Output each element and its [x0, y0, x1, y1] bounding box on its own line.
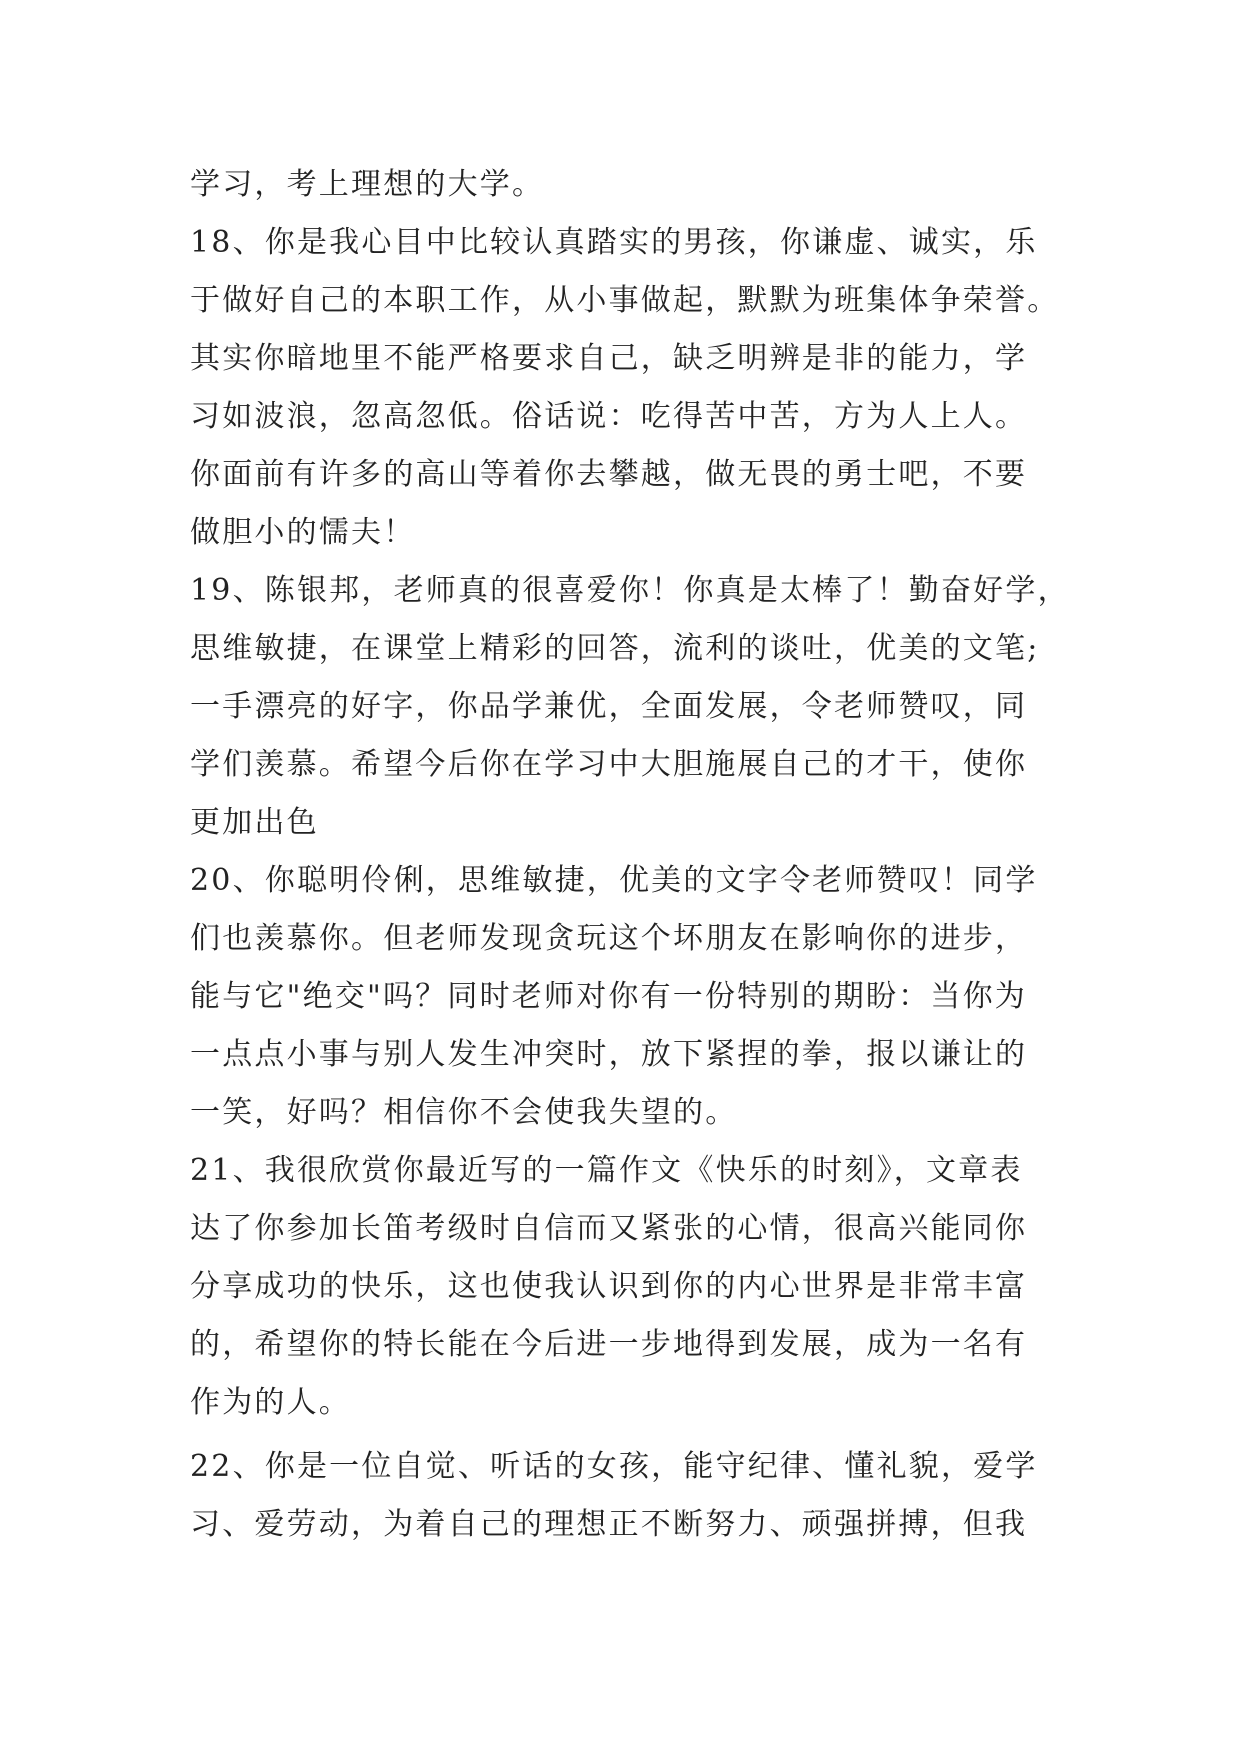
text-line: 作为的人。: [190, 1385, 351, 1420]
text-line: 习如波浪，忽高忽低。俗话说：吃得苦中苦，方为人上人。: [190, 399, 1028, 434]
text-line: 21、我很欣赏你最近写的一篇作文《快乐的时刻》，文章表: [190, 1153, 1023, 1188]
text-line: 学们羡慕。希望今后你在学习中大胆施展自己的才干，使你: [190, 747, 1028, 782]
text-line: 22、你是一位自觉、听话的女孩，能守纪律、懂礼貌，爱学: [190, 1449, 1038, 1484]
text-line: 20、你聪明伶俐，思维敏捷，优美的文字令老师赞叹！同学: [190, 863, 1038, 898]
text-line: 一手漂亮的好字，你品学兼优，全面发展，令老师赞叹，同: [190, 689, 1028, 724]
text-line: 18、你是我心目中比较认真踏实的男孩，你谦虚、诚实，乐: [190, 225, 1038, 260]
text-line: 其实你暗地里不能严格要求自己，缺乏明辨是非的能力，学: [190, 341, 1028, 376]
document-body: [190, 156, 1070, 1554]
text-line: 达了你参加长笛考级时自信而又紧张的心情，很高兴能同你: [190, 1211, 1028, 1246]
text-line: 学习，考上理想的大学。: [190, 167, 545, 202]
text-line: 们也羡慕你。但老师发现贪玩这个坏朋友在影响你的进步，: [190, 921, 1028, 956]
text-line: 19、陈银邦，老师真的很喜爱你！你真是太棒了！勤奋好学，: [190, 573, 1070, 608]
text-line: 做胆小的懦夫！: [190, 515, 416, 550]
text-line: 一点点小事与别人发生冲突时，放下紧捏的拳，报以谦让的: [190, 1037, 1028, 1072]
text-line: 你面前有许多的高山等着你去攀越，做无畏的勇士吧，不要: [190, 457, 1028, 492]
text-line: 思维敏捷，在课堂上精彩的回答，流利的谈吐，优美的文笔;: [190, 631, 1040, 666]
text-line: 更加出色: [190, 805, 319, 840]
text-line: 一笑，好吗？相信你不会使我失望的。: [190, 1095, 738, 1130]
text-line: 习、爱劳动，为着自己的理想正不断努力、顽强拼搏，但我: [190, 1507, 1028, 1542]
text-line: 分享成功的快乐，这也使我认识到你的内心世界是非常丰富: [190, 1269, 1028, 1304]
text-line: 的，希望你的特长能在今后进一步地得到发展，成为一名有: [190, 1327, 1028, 1362]
text-line: 能与它"绝交"吗？同时老师对你有一份特别的期盼：当你为: [190, 979, 1027, 1014]
text-line: 于做好自己的本职工作，从小事做起，默默为班集体争荣誉。: [190, 283, 1060, 318]
